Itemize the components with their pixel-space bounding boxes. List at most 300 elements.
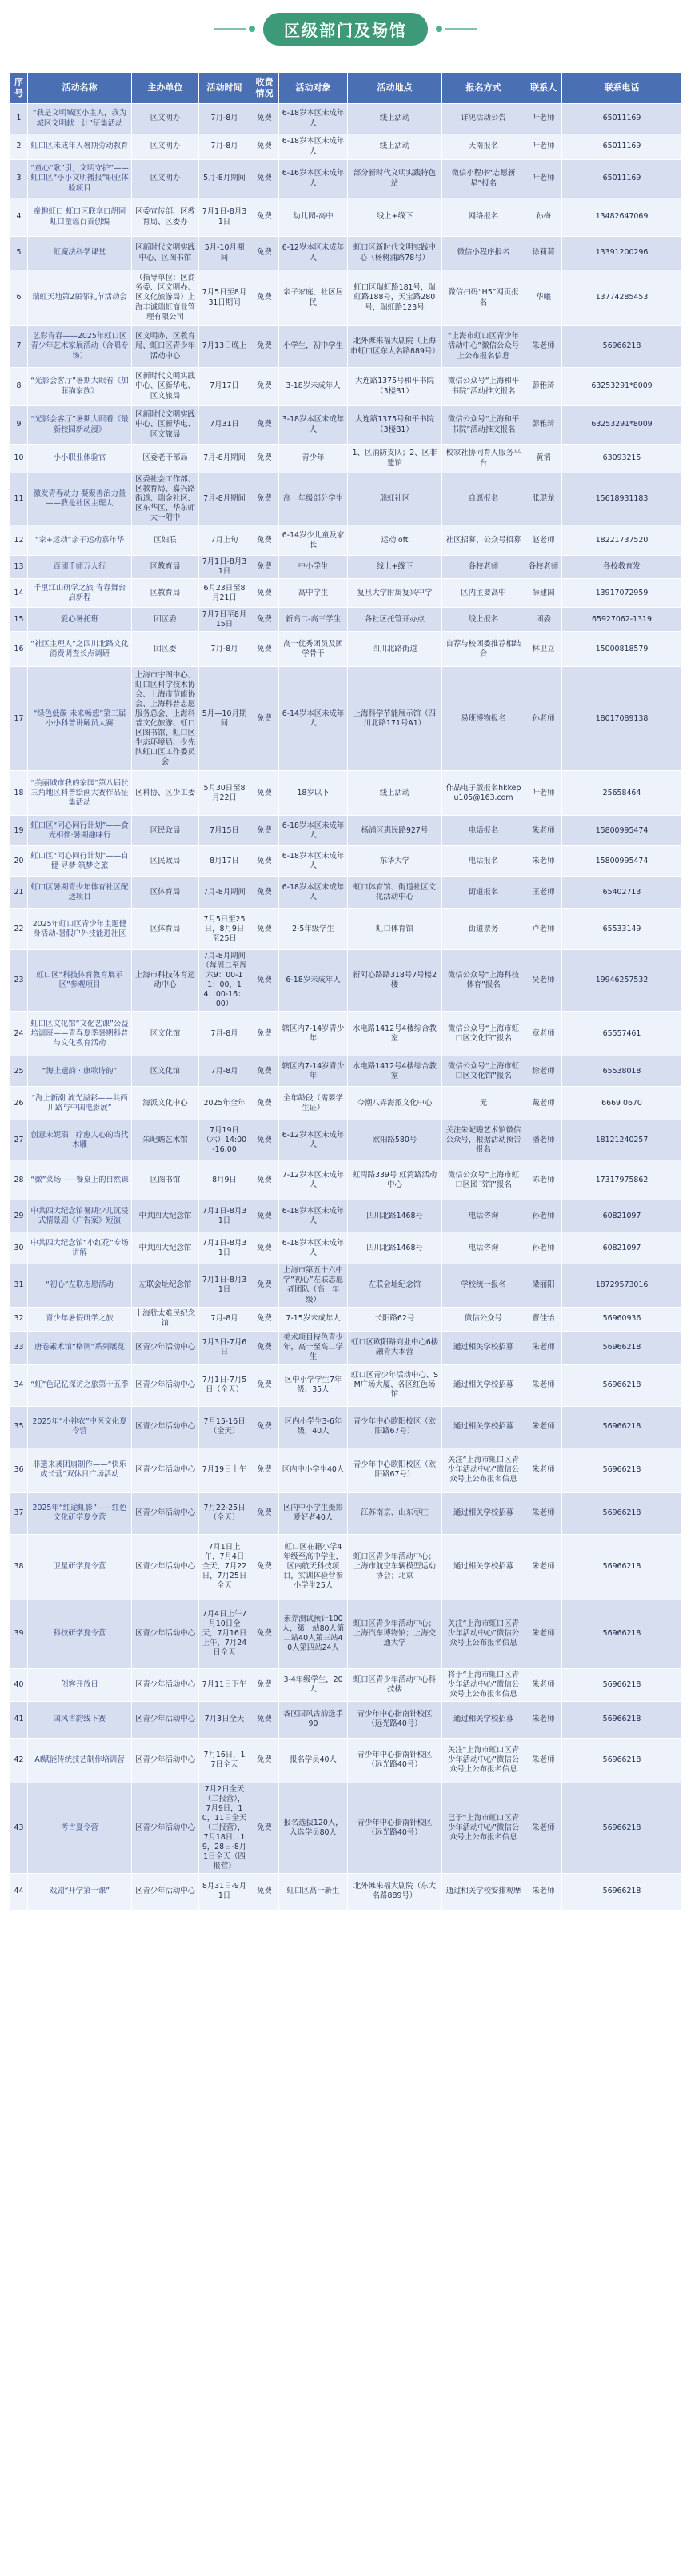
cell-fee: 免费 xyxy=(250,1668,279,1701)
cell-org: 区文明办 xyxy=(132,104,199,134)
cell-org: （指导单位：区商务委、区文明办、区文化旅游局）上海丰诚瑞虹商业管理有限公司 xyxy=(132,270,199,326)
table-row xyxy=(10,1668,682,1701)
cell-signup: 微信公众号“上海科技体育”报名 xyxy=(442,950,525,1012)
cell-time: 7月11日下午 xyxy=(199,1668,250,1701)
cell-name: “虹”色记忆探访之旅第十五季 xyxy=(28,1364,132,1406)
cell-target: 新高二-高三学生 xyxy=(279,608,348,632)
cell-target: 6-14岁少儿童及家长 xyxy=(279,525,348,556)
cell-signup: 电话报名 xyxy=(442,846,525,877)
cell-phone: 60821097 xyxy=(562,1200,682,1232)
cell-place: 虹口区青少年活动中心科技楼 xyxy=(348,1668,442,1701)
cell-place: 北外滩来福大剧院（上海市虹口区东大名路889号） xyxy=(348,326,442,368)
cell-signup: 微信扫码“H5”网页报名 xyxy=(442,270,525,326)
table-row xyxy=(10,816,682,846)
cell-org: 区青少年活动中心 xyxy=(132,1600,199,1668)
cell-name: “绿色低碳 未来畅想”第三届小小科普讲解员大赛 xyxy=(28,667,132,771)
cell-time: 7月-8月期间 xyxy=(199,877,250,909)
cell-name: 创客开放日 xyxy=(28,1668,132,1701)
cell-name: 非遗来袭团扇制作——“快乐成长营”双休日广场活动 xyxy=(28,1448,132,1492)
cell-place: 线上+线下 xyxy=(348,198,442,237)
section-title: 区级部门及场馆 xyxy=(263,13,428,46)
cell-signup: 关注“上海市虹口区青少年活动中心”微信公众号上公布报名信息 xyxy=(442,1600,525,1668)
cell-no: 29 xyxy=(10,1200,28,1232)
cell-phone: 13917072959 xyxy=(562,579,682,608)
cell-time: 7月31日 xyxy=(199,406,250,445)
cell-phone: 56966218 xyxy=(562,1668,682,1701)
cell-no: 14 xyxy=(10,579,28,608)
cell-contact: 彭雅琦 xyxy=(525,406,562,445)
cell-fee: 免费 xyxy=(250,556,279,579)
cell-contact: 陈老师 xyxy=(525,1160,562,1200)
cell-phone: 65533149 xyxy=(562,909,682,950)
cell-org: 上海犹太难民纪念馆 xyxy=(132,1307,199,1331)
cell-name: “光影会客厅”暑期大眼看《最新校园新动漫》 xyxy=(28,406,132,445)
right-decoration xyxy=(436,26,477,32)
cell-phone: 15800995474 xyxy=(562,846,682,877)
cell-place: 虹口体育馆、街道社区文化活动中心 xyxy=(348,877,442,909)
cell-org: 区新时代文明实践中心、区图书馆 xyxy=(132,237,199,270)
cell-time: 5月—10月期间 xyxy=(199,667,250,771)
cell-fee: 免费 xyxy=(250,1783,279,1873)
cell-time: 7月-8月期间（每周二至周六9：00-11：00，14：00-16：00） xyxy=(199,950,250,1012)
cell-fee: 免费 xyxy=(250,525,279,556)
cell-place: 东华大学 xyxy=(348,846,442,877)
cell-fee: 免费 xyxy=(250,1264,279,1307)
cell-name: 中共四大纪念馆“小红花”专场讲解 xyxy=(28,1232,132,1264)
cell-fee: 免费 xyxy=(250,579,279,608)
cell-time: 6月23日至8月21日 xyxy=(199,579,250,608)
cell-target: 6-18岁未成年人 xyxy=(279,950,348,1012)
cell-fee: 免费 xyxy=(250,1873,279,1910)
cell-signup: 区内主要高中 xyxy=(442,579,525,608)
cell-signup: 通过相关学校招募 xyxy=(442,1534,525,1600)
cell-target: 区中小学学生7年级、35人 xyxy=(279,1364,348,1406)
header-target: 活动对象 xyxy=(279,73,348,104)
cell-phone: 65557461 xyxy=(562,1012,682,1056)
cell-fee: 免费 xyxy=(250,473,279,525)
cell-no: 40 xyxy=(10,1668,28,1701)
cell-fee: 免费 xyxy=(250,846,279,877)
cell-time: 7月4日上午7月10日全天，7月16日上午，7月24日全天 xyxy=(199,1600,250,1668)
cell-no: 32 xyxy=(10,1307,28,1331)
cell-name: 戏剧“开学第一课” xyxy=(28,1873,132,1910)
cell-phone: 13391200296 xyxy=(562,237,682,270)
cell-place: 虹口区青少年活动中心；上海市航空车辆模型运动协会；北京 xyxy=(348,1534,442,1600)
table-row xyxy=(10,1600,682,1668)
cell-fee: 免费 xyxy=(250,1701,279,1738)
cell-fee: 免费 xyxy=(250,1087,279,1120)
cell-phone: 19946257532 xyxy=(562,950,682,1012)
cell-name: 虹口区“同心同行计划”——食光相伴·暑期趣味行 xyxy=(28,816,132,846)
cell-signup: 关注“上海市虹口区青少年活动中心”微信公众号上公布报名信息 xyxy=(442,1448,525,1492)
cell-fee: 免费 xyxy=(250,104,279,134)
cell-no: 21 xyxy=(10,877,28,909)
cell-fee: 免费 xyxy=(250,1232,279,1264)
cell-phone: 56960936 xyxy=(562,1307,682,1331)
cell-time: 7月3日-7月6日 xyxy=(199,1331,250,1364)
cell-signup: 详见活动公告 xyxy=(442,104,525,134)
cell-place: 1、区消防支队；2、区非遗馆 xyxy=(348,445,442,473)
cell-target: 小学生，初中学生 xyxy=(279,326,348,368)
cell-contact: 曹佳怡 xyxy=(525,1307,562,1331)
cell-contact: 孙老师 xyxy=(525,1232,562,1264)
cell-org: 区委社会工作部、区教育局、嘉兴路街道、瑞金社区、区东华区、华东师大一附中 xyxy=(132,473,199,525)
cell-phone: 56966218 xyxy=(562,1448,682,1492)
cell-no: 44 xyxy=(10,1873,28,1910)
cell-name: “我是文明城区小主人，我为城区文明献一计”征集活动 xyxy=(28,104,132,134)
cell-contact: 卢老师 xyxy=(525,909,562,950)
cell-signup: 关注“上海市虹口区青少年活动中心”微信公众号上公布报名信息 xyxy=(442,1738,525,1783)
cell-target: 7-15岁未成年人 xyxy=(279,1307,348,1331)
cell-name: 2025年虹口区青少年主题健身活动-暑假户外技能进社区 xyxy=(28,909,132,950)
cell-phone: 18017089138 xyxy=(562,667,682,771)
cell-target: 6-18岁本区未成年人 xyxy=(279,846,348,877)
cell-phone: 各校教育发 xyxy=(562,556,682,579)
cell-fee: 免费 xyxy=(250,1738,279,1783)
cell-signup: 网络报名 xyxy=(442,198,525,237)
cell-target: 区内中小学生40人 xyxy=(279,1448,348,1492)
cell-contact: 朱老师 xyxy=(525,326,562,368)
cell-org: 区青少年活动中心 xyxy=(132,1668,199,1701)
table-row xyxy=(10,1012,682,1056)
cell-phone: 65011169 xyxy=(562,104,682,134)
cell-contact: 叶老师 xyxy=(525,134,562,160)
cell-name: 激发青春动力 凝聚善治力量——我是社区主理人 xyxy=(28,473,132,525)
cell-target: 6-18岁本区未成年人 xyxy=(279,134,348,160)
cell-name: 创意未妮瑙：疗愈人心的当代木雕 xyxy=(28,1120,132,1160)
cell-time: 7月5日至8月31日期间 xyxy=(199,270,250,326)
activity-table-container xyxy=(10,72,681,1911)
cell-time: 5月30日至8月22日 xyxy=(199,771,250,816)
cell-no: 4 xyxy=(10,198,28,237)
cell-place: 大连路1375号和平书院（3楼B1） xyxy=(348,406,442,445)
cell-time: 5月-10月期间 xyxy=(199,237,250,270)
cell-place: 青少年中心指南针校区（远光路40号） xyxy=(348,1701,442,1738)
cell-contact: 朱老师 xyxy=(525,1534,562,1600)
cell-org: 区文明办 xyxy=(132,160,199,198)
cell-contact: 梁丽阳 xyxy=(525,1264,562,1307)
cell-time: 7月1日-7月5日（全天） xyxy=(199,1364,250,1406)
cell-phone: 18729573016 xyxy=(562,1264,682,1307)
cell-org: 区青少年活动中心 xyxy=(132,1701,199,1738)
cell-contact: 张琨龙 xyxy=(525,473,562,525)
cell-fee: 免费 xyxy=(250,1012,279,1056)
cell-fee: 免费 xyxy=(250,270,279,326)
cell-fee: 免费 xyxy=(250,667,279,771)
cell-name: 青少年暑假研学之旅 xyxy=(28,1307,132,1331)
cell-fee: 免费 xyxy=(250,406,279,445)
cell-signup: 通过相关学校招募 xyxy=(442,1331,525,1364)
table-row xyxy=(10,1087,682,1120)
cell-phone: 15800995474 xyxy=(562,816,682,846)
cell-contact: 朱老师 xyxy=(525,1364,562,1406)
cell-place: 线上活动 xyxy=(348,771,442,816)
table-row xyxy=(10,1873,682,1910)
cell-phone: 63093215 xyxy=(562,445,682,473)
cell-signup: 微信小程序“志愿新星”报名 xyxy=(442,160,525,198)
cell-no: 8 xyxy=(10,368,28,406)
cell-fee: 免费 xyxy=(250,445,279,473)
table-row xyxy=(10,877,682,909)
cell-org: 区文明办、区教育局、虹口区青少年活动中心 xyxy=(132,326,199,368)
cell-org: 上海市科技体育运动中心 xyxy=(132,950,199,1012)
cell-org: 朱屺瞻艺术馆 xyxy=(132,1120,199,1160)
cell-fee: 免费 xyxy=(250,771,279,816)
cell-no: 33 xyxy=(10,1331,28,1364)
cell-contact: 孙老师 xyxy=(525,1200,562,1232)
cell-place: 虹口区瑞虹路181号，瑞虹路188号，天宝路280号，瑞虹路123号 xyxy=(348,270,442,326)
table-row xyxy=(10,950,682,1012)
cell-org: 区青少年活动中心 xyxy=(132,1738,199,1783)
cell-place: 虹口区青少年活动中心、SM广场大厦、各区红色场馆 xyxy=(348,1364,442,1406)
cell-target: 高中学生 xyxy=(279,579,348,608)
cell-target: 6-18岁本区未成年人 xyxy=(279,104,348,134)
cell-fee: 免费 xyxy=(250,632,279,667)
table-row xyxy=(10,909,682,950)
cell-no: 19 xyxy=(10,816,28,846)
cell-contact: 孙梅 xyxy=(525,198,562,237)
cell-no: 13 xyxy=(10,556,28,579)
table-row xyxy=(10,771,682,816)
cell-contact: 叶老师 xyxy=(525,104,562,134)
cell-contact: 朱老师 xyxy=(525,1406,562,1448)
cell-time: 7月1日-8月31日 xyxy=(199,1232,250,1264)
table-row xyxy=(10,1492,682,1534)
cell-place: 江苏南京、山东枣庄 xyxy=(348,1492,442,1534)
cell-fee: 免费 xyxy=(250,160,279,198)
header-contact: 联系人 xyxy=(525,73,562,104)
cell-phone: 63253291*8009 xyxy=(562,368,682,406)
cell-no: 28 xyxy=(10,1160,28,1200)
cell-contact: 潘老师 xyxy=(525,1120,562,1160)
cell-target: 区内小学生3-6年级，40人 xyxy=(279,1406,348,1448)
cell-no: 9 xyxy=(10,406,28,445)
cell-no: 36 xyxy=(10,1448,28,1492)
cell-time: 7月3日全天 xyxy=(199,1701,250,1738)
cell-contact: 戴老师 xyxy=(525,1087,562,1120)
table-row xyxy=(10,368,682,406)
cell-name: “微”菜场——餐桌上的自然课 xyxy=(28,1160,132,1200)
cell-target: 18岁以下 xyxy=(279,771,348,816)
cell-no: 11 xyxy=(10,473,28,525)
cell-org: 海派文化中心 xyxy=(132,1087,199,1120)
cell-no: 25 xyxy=(10,1056,28,1087)
cell-no: 41 xyxy=(10,1701,28,1738)
cell-time: 7月-8月 xyxy=(199,1012,250,1056)
cell-time: 7月-8月 xyxy=(199,632,250,667)
cell-place: 四川北路1468号 xyxy=(348,1232,442,1264)
cell-place: 青少年中心指南针校区（远光路40号） xyxy=(348,1783,442,1873)
cell-org: 区委宣传部、区教育局、区委办 xyxy=(132,198,199,237)
cell-contact: 各校老师 xyxy=(525,556,562,579)
cell-no: 37 xyxy=(10,1492,28,1534)
cell-contact: 朱老师 xyxy=(525,1492,562,1534)
cell-name: 科技研学夏令营 xyxy=(28,1600,132,1668)
cell-no: 10 xyxy=(10,445,28,473)
cell-org: 区体育局 xyxy=(132,909,199,950)
cell-time: 7月15日 xyxy=(199,816,250,846)
cell-fee: 免费 xyxy=(250,1406,279,1448)
cell-place: 四川北路1468号 xyxy=(348,1200,442,1232)
cell-time: 7月19日（六）14:00-16:00 xyxy=(199,1120,250,1160)
cell-place: 虹口区新时代文明实践中心（杨树浦路78号） xyxy=(348,237,442,270)
cell-place: 部分新时代文明实践特色站 xyxy=(348,160,442,198)
activity-table xyxy=(10,72,682,1911)
cell-target: 中小学生 xyxy=(279,556,348,579)
table-row xyxy=(10,579,682,608)
cell-no: 23 xyxy=(10,950,28,1012)
header-no: 序号 xyxy=(10,73,28,104)
cell-phone: 17317975862 xyxy=(562,1160,682,1200)
cell-signup: 易班博物报名 xyxy=(442,667,525,771)
table-row xyxy=(10,1056,682,1087)
cell-fee: 免费 xyxy=(250,1331,279,1364)
cell-time: 7月22-25日（全天） xyxy=(199,1492,250,1534)
table-row xyxy=(10,160,682,198)
cell-place: 运动loft xyxy=(348,525,442,556)
cell-place: 新阿心路路318号7号楼2楼 xyxy=(348,950,442,1012)
cell-signup: 微信公众号“上海和平书院”活动推文报名 xyxy=(442,406,525,445)
cell-no: 15 xyxy=(10,608,28,632)
cell-target: 报名学员40人 xyxy=(279,1738,348,1783)
cell-org: 区青少年活动中心 xyxy=(132,1783,199,1873)
cell-name: 虹口区“科技体育教育展示区”参观项目 xyxy=(28,950,132,1012)
cell-no: 12 xyxy=(10,525,28,556)
header-phone: 联系电话 xyxy=(562,73,682,104)
cell-name: 2025年“小神农”中医文化夏令营 xyxy=(28,1406,132,1448)
cell-phone: 56966218 xyxy=(562,1873,682,1910)
cell-no: 31 xyxy=(10,1264,28,1307)
cell-no: 17 xyxy=(10,667,28,771)
table-row xyxy=(10,134,682,160)
cell-place: 大连路1375号和平书院（3楼B1） xyxy=(348,368,442,406)
cell-target: 6-18岁本区未成年人 xyxy=(279,816,348,846)
table-row xyxy=(10,270,682,326)
cell-contact: 朱老师 xyxy=(525,1448,562,1492)
cell-place: 瑞虹社区 xyxy=(348,473,442,525)
cell-fee: 免费 xyxy=(250,368,279,406)
cell-phone: 56966218 xyxy=(562,326,682,368)
cell-place: 今潮八弄海派文化中心 xyxy=(348,1087,442,1120)
cell-place: 线上+线下 xyxy=(348,556,442,579)
cell-phone: 13482647069 xyxy=(562,198,682,237)
cell-name: 虹口区“同心同行计划”——自健·寻梦·筑梦之旅 xyxy=(28,846,132,877)
cell-no: 7 xyxy=(10,326,28,368)
cell-target: 幼儿园-高中 xyxy=(279,198,348,237)
cell-no: 30 xyxy=(10,1232,28,1264)
cell-name: 爱心暑托班 xyxy=(28,608,132,632)
cell-org: 中共四大纪念馆 xyxy=(132,1200,199,1232)
cell-org: 区青少年活动中心 xyxy=(132,1331,199,1364)
cell-place: 长阳路62号 xyxy=(348,1307,442,1331)
cell-phone: 56966218 xyxy=(562,1406,682,1448)
cell-signup: 作品电子版报名hkkepu105@163.com xyxy=(442,771,525,816)
cell-fee: 免费 xyxy=(250,134,279,160)
cell-name: “海上新潮 流光溢彩——共西川路与中国电影展” xyxy=(28,1087,132,1120)
cell-phone: 56966218 xyxy=(562,1738,682,1783)
cell-contact: 叶老师 xyxy=(525,771,562,816)
cell-place: 虹口区欧阳路商业中心6楼 融青大本营 xyxy=(348,1331,442,1364)
cell-phone: 60821097 xyxy=(562,1232,682,1264)
cell-time: 7月上旬 xyxy=(199,525,250,556)
cell-name: “美丽城市我的家园”第八届长三角地区科普绘画大赛作品征集活动 xyxy=(28,771,132,816)
cell-no: 6 xyxy=(10,270,28,326)
cell-fee: 免费 xyxy=(250,1448,279,1492)
cell-contact: 团委 xyxy=(525,608,562,632)
cell-time: 7月16日，17日全天 xyxy=(199,1738,250,1783)
cell-place: 杨浦区惠民路927号 xyxy=(348,816,442,846)
cell-fee: 免费 xyxy=(250,198,279,237)
cell-target: 3-18岁未成年人 xyxy=(279,368,348,406)
cell-place: 北外滩来福大剧院（东大名路889号） xyxy=(348,1873,442,1910)
cell-place: 上海科学节能展示馆（四川北路171号A1） xyxy=(348,667,442,771)
cell-no: 34 xyxy=(10,1364,28,1406)
header-name: 活动名称 xyxy=(28,73,132,104)
table-row xyxy=(10,1232,682,1264)
cell-signup: 线上报名 xyxy=(442,608,525,632)
cell-signup: 街道票务 xyxy=(442,909,525,950)
cell-signup: 微信公众号“上海市虹口区图书馆”报名 xyxy=(442,1160,525,1200)
table-header-row xyxy=(10,73,682,104)
cell-org: 区科协、区少工委 xyxy=(132,771,199,816)
cell-contact: 彭雅琦 xyxy=(525,368,562,406)
cell-signup: 通过相关学校招募 xyxy=(442,1701,525,1738)
cell-name: 卫星研学夏令营 xyxy=(28,1534,132,1600)
cell-target: 辖区内7-14岁青少年 xyxy=(279,1056,348,1087)
cell-contact: 赵老师 xyxy=(525,525,562,556)
cell-time: 7月19日上午 xyxy=(199,1448,250,1492)
cell-place: 左联会址纪念馆 xyxy=(348,1264,442,1307)
cell-org: 区文化馆 xyxy=(132,1056,199,1087)
cell-fee: 免费 xyxy=(250,1307,279,1331)
cell-signup: 各校老师 xyxy=(442,556,525,579)
cell-signup: “上海市虹口区青少年活动中心”微信公众号上公布报名信息 xyxy=(442,326,525,368)
cell-place: 线上活动 xyxy=(348,134,442,160)
cell-target: 全年龄段（需要学生证） xyxy=(279,1087,348,1120)
cell-place: 复旦大学附属复兴中学 xyxy=(348,579,442,608)
cell-target: 3-18岁本区未成年人 xyxy=(279,406,348,445)
table-row xyxy=(10,556,682,579)
cell-no: 2 xyxy=(10,134,28,160)
cell-target: 虹口区在籍小学4年级至高中学生，区内航天科技项目，实训体验营参小学生25人 xyxy=(279,1534,348,1600)
cell-contact: 林卫立 xyxy=(525,632,562,667)
cell-contact: 朱老师 xyxy=(525,846,562,877)
cell-time: 7月-8月 xyxy=(199,104,250,134)
cell-phone: 63253291*8009 xyxy=(562,406,682,445)
cell-time: 8月17日 xyxy=(199,846,250,877)
cell-contact: 叶老师 xyxy=(525,160,562,198)
table-row xyxy=(10,1307,682,1331)
cell-phone: 6669 0670 xyxy=(562,1087,682,1120)
cell-org: 区新时代文明实践中心、区新华电、区文旅局 xyxy=(132,406,199,445)
cell-no: 1 xyxy=(10,104,28,134)
cell-no: 35 xyxy=(10,1406,28,1448)
table-row xyxy=(10,667,682,771)
cell-target: 报名选拔120人，入选学员80人 xyxy=(279,1783,348,1873)
cell-phone: 65538018 xyxy=(562,1056,682,1087)
table-row xyxy=(10,1120,682,1160)
cell-name: 童趣虹口 虹口区联享口胡同虹口童谣百首创编 xyxy=(28,198,132,237)
table-row xyxy=(10,846,682,877)
cell-org: 区体育局 xyxy=(132,877,199,909)
cell-name: 考古夏令营 xyxy=(28,1783,132,1873)
table-row xyxy=(10,1534,682,1600)
table-row xyxy=(10,104,682,134)
cell-name: 虹口区文化馆“文化艺课”公益培训班——青春夏季暑期科普与文化教育活动 xyxy=(28,1012,132,1056)
cell-signup: 街道报名 xyxy=(442,877,525,909)
cell-signup: 电话咨询 xyxy=(442,1232,525,1264)
cell-name: “社区主理人”之四川北路文化消费调查长点调研 xyxy=(28,632,132,667)
